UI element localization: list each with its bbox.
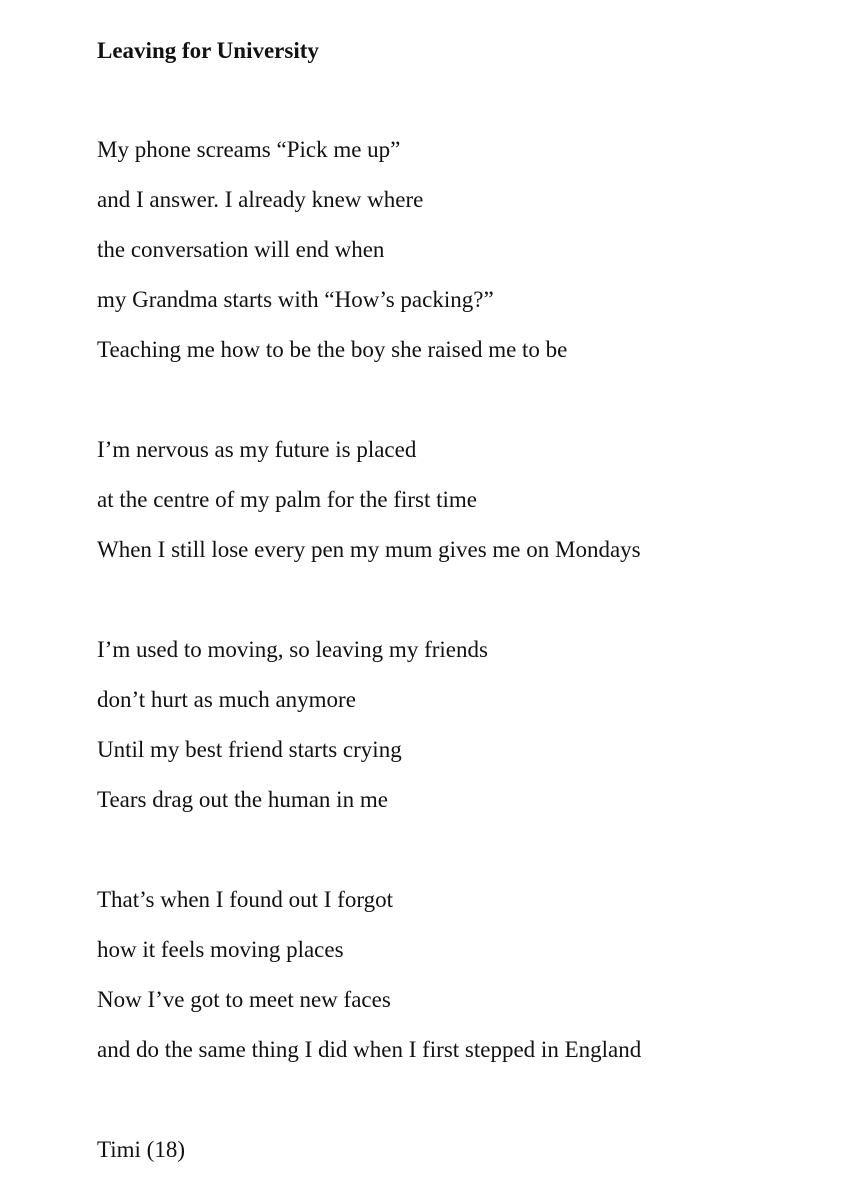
poem-line: and I answer. I already knew where [97, 187, 424, 212]
poem-line: at the centre of my palm for the first time [97, 487, 478, 512]
poem-line: I’m nervous as my future is placed [97, 437, 417, 462]
poem-line: When I still lose every pen my mum gives me on Mondays [97, 537, 641, 562]
poem-line: don’t hurt as much anymore [97, 687, 356, 712]
poem-line: That’s when I found out I forgot [97, 887, 393, 912]
poem-line: how it feels moving places [97, 937, 344, 962]
poem-line: my Grandma starts with “How’s packing?” [97, 287, 494, 312]
poem-line: Now I’ve got to meet new faces [97, 987, 391, 1012]
stanza-4 [97, 875, 641, 1075]
poem-line: I’m used to moving, so leaving my friends [97, 637, 488, 662]
stanza-3 [97, 625, 488, 825]
stanza-1 [97, 125, 567, 375]
poem-line: Tears drag out the human in me [97, 787, 388, 812]
poem-author: Timi (18) [97, 1137, 185, 1162]
poem-title: Leaving for University [97, 38, 319, 63]
poem-line: My phone screams “Pick me up” [97, 137, 401, 162]
poem-line: and do the same thing I did when I first stepped in England [97, 1037, 642, 1062]
poem-line: Teaching me how to be the boy she raised me to be [97, 337, 568, 362]
stanza-2 [97, 425, 641, 575]
poem-line: the conversation will end when [97, 237, 385, 262]
poem-line: Until my best friend starts crying [97, 737, 402, 762]
